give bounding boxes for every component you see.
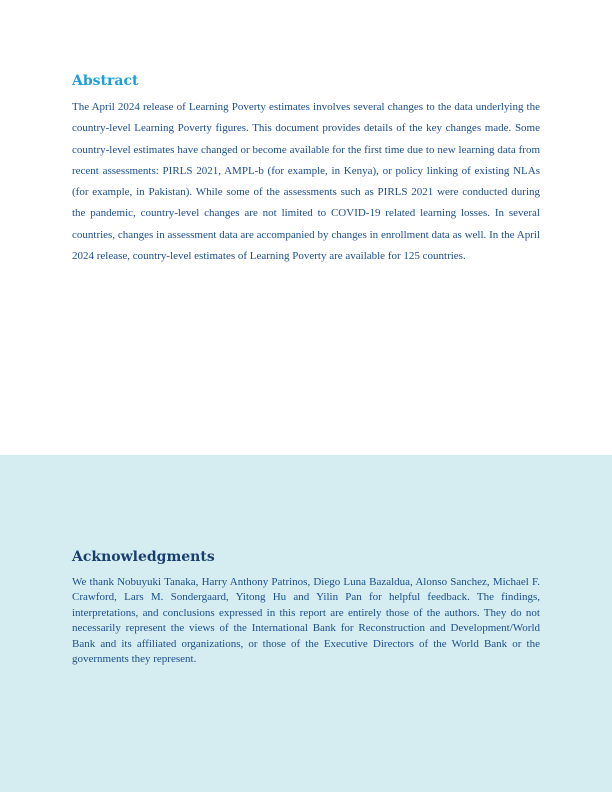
- abstract-paragraph: The April 2024 release of Learning Poverty estimates involves several changes to the data underlying the country-level Learning Poverty figures. This document provides details of the key changes made. Some country-level estimates have changed or become available for the first time due to new learning data from recent assessments: PIRLS 2021, AMPL-b (for example, in Kenya), or policy linking of existing NLAs (for example, in Pakistan). While some of the assessments such as PIRLS 2021 were conducted during the pandemic, country-level changes are not limited to COVID-19 related learning losses. In several countries, changes in assessment data are accompanied by changes in enrollment data as well. In the April 2024 release, country-level estimates of Learning Poverty are available for 125 countries.: [72, 101, 540, 263]
- acknowledgments-paragraph: We thank Nobuyuki Tanaka, Harry Anthony Patrinos, Diego Luna Bazaldua, Alonso Sanchez, Michael F. Crawford, Lars M. Sondergaard, Yitong Hu and Yilin Pan for helpful feedback. The findings, interpretations, and conclusions expressed in this report are entirely those of the authors. They do not necessarily represent the views of the International Bank for Reconstruction and Development/World Bank and its affiliated organizations, or those of the Executive Directors of the World Bank or the governments they represent.: [72, 576, 540, 666]
- acknowledgments-heading: Acknowledgments: [72, 549, 215, 565]
- abstract-heading: Abstract: [72, 73, 139, 89]
